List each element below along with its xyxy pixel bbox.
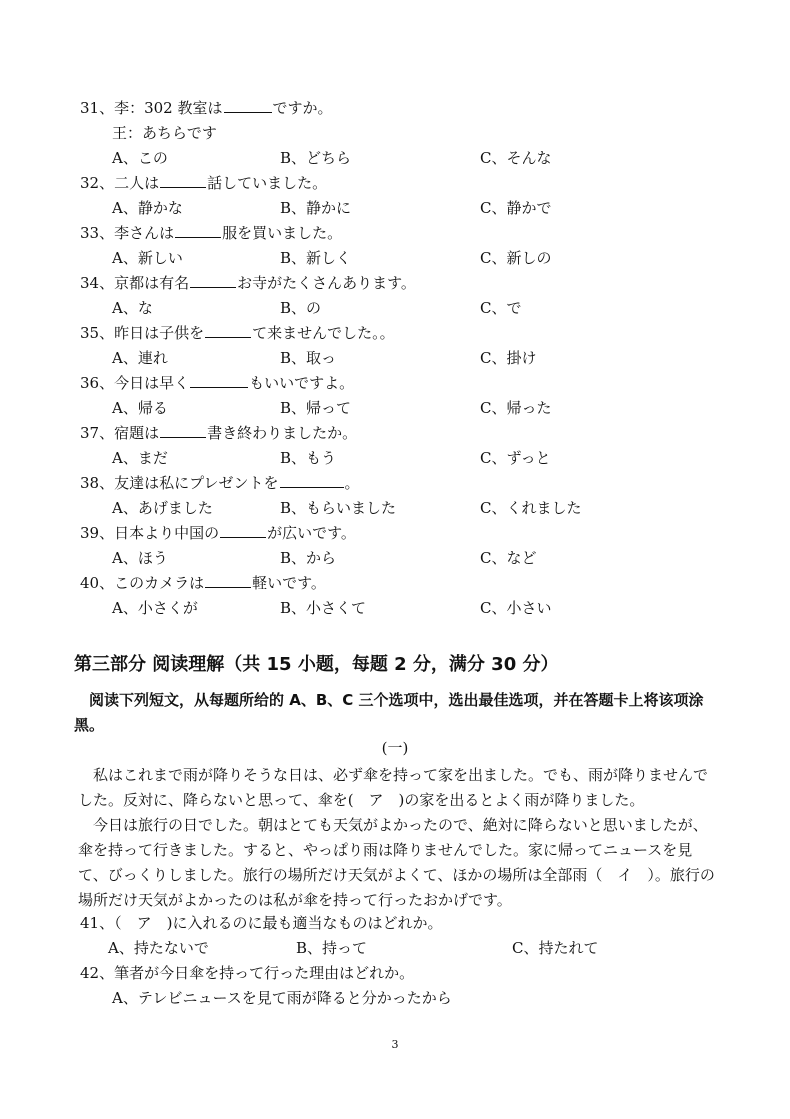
- question-42: 42、筆者が今日傘を持って行った理由はどれか。: [80, 964, 415, 982]
- instruction-text: 阅读下列短文，从每题所给的 A、B、C 三个选项中，选出最佳选项，并在答题卡上将该项涂黑。: [74, 691, 704, 734]
- question-text-end: て来ませんでした。。: [252, 324, 395, 342]
- question-33: [80, 223, 342, 243]
- question-text: 32、二人は: [80, 174, 160, 192]
- option-38-a: A、あげました: [112, 499, 213, 517]
- answer-blank: [175, 223, 221, 238]
- question-text: 31、李：302 教室は: [80, 99, 223, 117]
- option-39-a: A、ほう: [112, 549, 168, 567]
- answer-blank: [224, 98, 272, 113]
- question-34: [80, 273, 416, 293]
- option-36-b: B、帰って: [280, 399, 352, 417]
- option-35-a: A、連れ: [112, 349, 168, 367]
- question-text: 34、京都は有名: [80, 274, 190, 292]
- option-41-b: B、持って: [296, 939, 368, 957]
- question-38: [80, 473, 360, 493]
- option-37-c: C、ずっと: [480, 449, 551, 467]
- question-31: [80, 98, 333, 118]
- question-37: [80, 423, 357, 443]
- option-38-c: C、くれました: [480, 499, 582, 517]
- question-text-end: 。: [344, 474, 360, 492]
- question-text-end: 服を買いました。: [222, 224, 343, 242]
- question-36: [80, 373, 354, 393]
- option-33-a: A、新しい: [112, 249, 183, 267]
- question-39: [80, 523, 356, 543]
- question-text: 37、宿題は: [80, 424, 160, 442]
- option-33-b: B、新しく: [280, 249, 352, 267]
- option-36-a: A、帰る: [112, 399, 168, 417]
- answer-blank: [205, 323, 251, 338]
- question-text: 36、今日は早く: [80, 374, 190, 392]
- option-34-c: C、で: [480, 299, 522, 317]
- dialogue-reply: 王：あちらです: [112, 124, 217, 142]
- question-text: 33、李さんは: [80, 224, 175, 242]
- option-39-c: C、など: [480, 549, 537, 567]
- passage-paragraph-2: 今日は旅行の日でした。朝はとても天気がよかったので、絶対に降らないと思いましたが、傘を持って行きました。すると、やっぱり雨は降りませんでした。家に帰ってニュースを見て、びっくりしました。旅行の場所だけ天気がよくて、ほかの場所は全部雨（ イ ）。旅行の場所だけ天気がよかったのは私が傘を持って行ったおかげです。: [78, 816, 715, 909]
- option-39-b: B、から: [280, 549, 337, 567]
- option-42-a: A、テレビニュースを見て雨が降ると分かったから: [112, 989, 452, 1007]
- option-34-b: B、の: [280, 299, 322, 317]
- option-35-b: B、取っ: [280, 349, 337, 367]
- question-text-end: お寺がたくさんあります。: [237, 274, 416, 292]
- passage-paragraph-1: 私はこれまで雨が降りそうな日は、必ず傘を持って家を出ました。でも、雨が降りませんでした。反対に、降らないと思って、傘を( ア )の家を出るとよく雨が降りました。: [78, 766, 709, 809]
- option-31-c: C、そんな: [480, 149, 552, 167]
- option-40-a: A、小さくが: [112, 599, 198, 617]
- answer-blank: [190, 373, 248, 388]
- question-text-end: ですか。: [272, 99, 333, 117]
- question-text-end: 書き終わりましたか。: [207, 424, 358, 442]
- option-40-c: C、小さい: [480, 599, 552, 617]
- option-32-c: C、静かで: [480, 199, 552, 217]
- option-37-b: B、もう: [280, 449, 337, 467]
- option-41-a: A、持たないで: [108, 939, 209, 957]
- answer-blank: [160, 423, 206, 438]
- option-31-a: A、この: [112, 149, 168, 167]
- answer-blank: [205, 573, 251, 588]
- option-32-a: A、静かな: [112, 199, 183, 217]
- option-33-c: C、新しの: [480, 249, 552, 267]
- question-text-end: もいいですよ。: [249, 374, 355, 392]
- answer-blank: [190, 273, 236, 288]
- page-number: 3: [391, 1038, 399, 1051]
- option-35-c: C、掛け: [480, 349, 537, 367]
- option-34-a: A、な: [112, 299, 153, 317]
- question-35: [80, 323, 395, 343]
- question-41: 41、（ ア )に入れるのに最も適当なものはどれか。: [80, 914, 443, 932]
- question-text: 40、このカメラは: [80, 574, 205, 592]
- option-32-b: B、静かに: [280, 199, 352, 217]
- option-36-c: C、帰った: [480, 399, 552, 417]
- passage-label: (一): [381, 739, 409, 757]
- section-title: 第三部分 阅读理解（共 15 小题，每题 2 分，满分 30 分）: [74, 654, 559, 675]
- question-text-end: が広いです。: [267, 524, 356, 542]
- question-text: 38、友達は私にプレゼントを: [80, 474, 279, 492]
- option-37-a: A、まだ: [112, 449, 168, 467]
- question-text-end: 軽いです。: [252, 574, 326, 592]
- question-text-end: 話していました。: [207, 174, 328, 192]
- question-32: [80, 173, 327, 193]
- question-text: 39、日本より中国の: [80, 524, 220, 542]
- answer-blank: [280, 473, 344, 488]
- answer-blank: [220, 523, 266, 538]
- option-38-b: B、もらいました: [280, 499, 397, 517]
- option-40-b: B、小さくて: [280, 599, 367, 617]
- question-40: [80, 573, 326, 593]
- option-41-c: C、持たれて: [512, 939, 599, 957]
- question-text: 35、昨日は子供を: [80, 324, 205, 342]
- answer-blank: [160, 173, 206, 188]
- option-31-b: B、どちら: [280, 149, 352, 167]
